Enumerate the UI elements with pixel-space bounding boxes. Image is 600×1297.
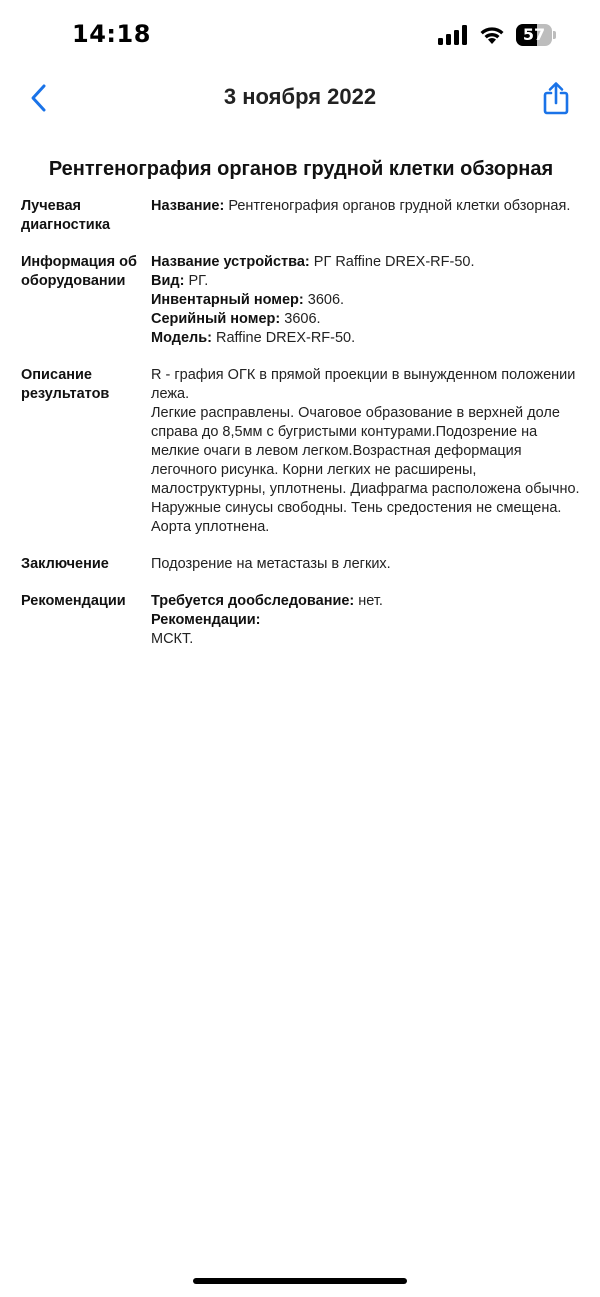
status-icons (438, 24, 556, 46)
home-indicator[interactable] (193, 1278, 407, 1284)
field-type (151, 272, 581, 291)
field-label: Инвентарный номер: (151, 292, 304, 308)
section-content (151, 253, 581, 348)
section-label: Заключение (21, 556, 109, 572)
field-value: Рентгенография органов грудной клетки обзорная. (228, 198, 571, 214)
navigation-bar (0, 70, 600, 126)
section-label: Рекомендации (21, 593, 126, 609)
section-radiology (21, 197, 581, 235)
battery-icon (516, 24, 556, 46)
field-value: 3606. (284, 311, 321, 327)
field-label: Требуется дообследование: (151, 593, 355, 609)
battery-level: 57 (522, 25, 546, 44)
section-conclusion (21, 555, 581, 574)
status-bar (0, 0, 600, 70)
section-content (151, 197, 581, 235)
battery-body (516, 24, 552, 46)
field-inventory (151, 291, 581, 310)
section-content (151, 366, 581, 537)
wifi-icon (478, 25, 506, 45)
field-value: МСКТ. (151, 631, 194, 647)
share-icon (542, 81, 570, 115)
field-value: РГ. (188, 273, 209, 289)
back-button[interactable] (20, 80, 56, 116)
results-description: Легкие расправлены. Очаговое образование в верхней доле справа до 8,5мм с бугристыми контурами.Подозрение на мелкие очаги в левом легком.Возрастная деформация легочного рисунка. Корни легких не расширены, малоструктурны, уплотнены. Диафрагма расположена обычно. Наружные синусы свободны. Тень средостения не смещена. Аорта уплотнена. (151, 405, 580, 535)
field-label: Название устройства: (151, 254, 310, 270)
medical-report (21, 158, 581, 667)
field-value: 3606. (307, 292, 345, 308)
conclusion-text: Подозрение на метастазы в легких. (151, 556, 391, 572)
section-label: Информация об оборудовании (21, 254, 137, 289)
field-value: нет. (358, 593, 383, 609)
cellular-signal-icon (438, 25, 468, 45)
field-label: Рекомендации: (151, 612, 261, 628)
chevron-left-icon (29, 83, 47, 113)
field-value: РГ Raffine DREX-RF-50. (313, 254, 475, 270)
field-followup (151, 592, 581, 611)
section-results (21, 366, 581, 537)
results-line: R - графия ОГК в прямой проекции в вынужденном положении лежа. (151, 367, 576, 402)
section-label: Описание результатов (21, 367, 110, 402)
field-recommendations (151, 611, 581, 630)
field-name (151, 197, 581, 216)
field-label: Вид: (151, 273, 185, 289)
field-value: Raffine DREX-RF-50. (216, 330, 356, 346)
field-serial (151, 310, 581, 329)
battery-tip (553, 31, 556, 39)
section-recommendations (21, 592, 581, 649)
field-label: Название: (151, 198, 225, 214)
share-button[interactable] (538, 78, 574, 118)
field-model (151, 329, 581, 348)
section-equipment (21, 253, 581, 348)
field-label: Серийный номер: (151, 311, 281, 327)
section-label: Лучевая диагностика (21, 198, 111, 233)
status-time: 14:18 (72, 20, 151, 48)
section-content (151, 592, 581, 649)
field-label: Модель: (151, 330, 212, 346)
report-title: Рентгенография органов грудной клетки обзорная (48, 158, 554, 180)
page-title: 3 ноября 2022 (223, 84, 377, 109)
field-device (151, 253, 581, 272)
